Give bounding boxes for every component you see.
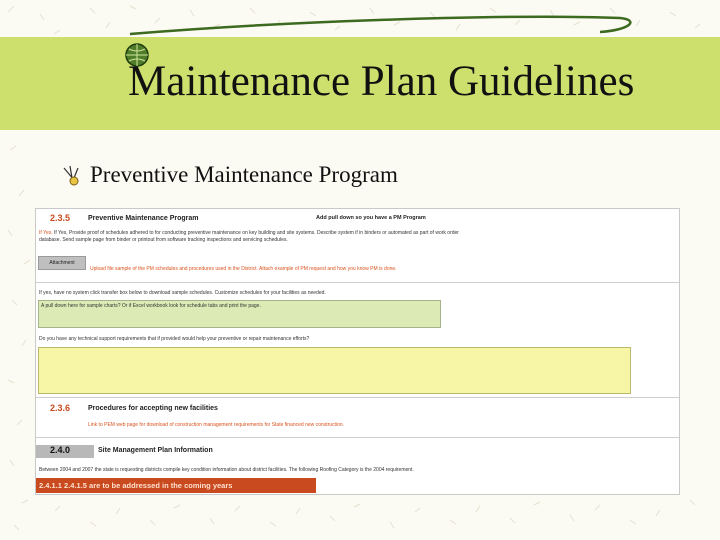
pem-web-link[interactable]: Link to PEM web page for download of construction management requirements for State financed new construction. [88,422,344,428]
technical-support-input[interactable] [38,347,631,394]
slide-title: Maintenance Plan Guidelines [128,58,635,105]
upload-note: Upload file sample of the PM schedules and procedures used in the District. Attach example of PM request and how you know PM is done. [90,266,397,272]
section-heading-240: Site Management Plan Information [98,447,213,454]
section-number-235: 2.3.5 [50,213,71,223]
site-management-info: Between 2004 and 2007 the state is requesting districts compile key condition information about district facilities. The following Roofing Category is the 2004 requirement. [39,467,414,473]
section-heading-236: Procedures for accepting new facilities [88,405,218,412]
bullet-icon [60,162,86,188]
pm-program-dropdown-label: Add pull down so you have a PM Program [316,215,426,221]
section-number-240: 2.4.0 [50,445,71,455]
transfer-instructions: If yes, have no system click transfer box below to download sample schedules. Customize schedules for your facilities as needed. [39,290,326,296]
coming-years-bar: 2.4.1.1 2.4.1.5 are to be addressed in the coming years [36,478,316,493]
pm-proof-question-2: database. Send sample page from binder or printout from software tracking inspections and servicing schedules. [39,237,288,243]
pm-proof-question: If Yes, If Yes, Provide proof of schedules adhered to for conducting preventive maintenance on key building and site systems. Describe system if in binders or automated as part of work order [39,230,459,236]
attachment-button[interactable]: Attachment [38,256,86,270]
divider [36,282,679,283]
section-number-236: 2.3.6 [50,403,71,413]
divider [36,437,679,438]
bullet-text: Preventive Maintenance Program [90,162,398,187]
technical-support-question: Do you have any technical support requirements that if provided would help your preventive or repair maintenance efforts? [39,336,310,342]
sample-charts-box[interactable] [38,300,441,328]
pm-form-screenshot [35,208,680,495]
section-heading-235: Preventive Maintenance Program [88,215,199,222]
pm-proof-text: If Yes, Provide proof of schedules adhered to for conducting preventive maintenance on key building and site systems. Describe system if in binders or automated as part of work order [54,230,459,236]
sample-charts-text: A pull down here for sample charts? Or if Excel workbook look for schedule tabs and print the page. [41,303,261,309]
divider [36,397,679,398]
